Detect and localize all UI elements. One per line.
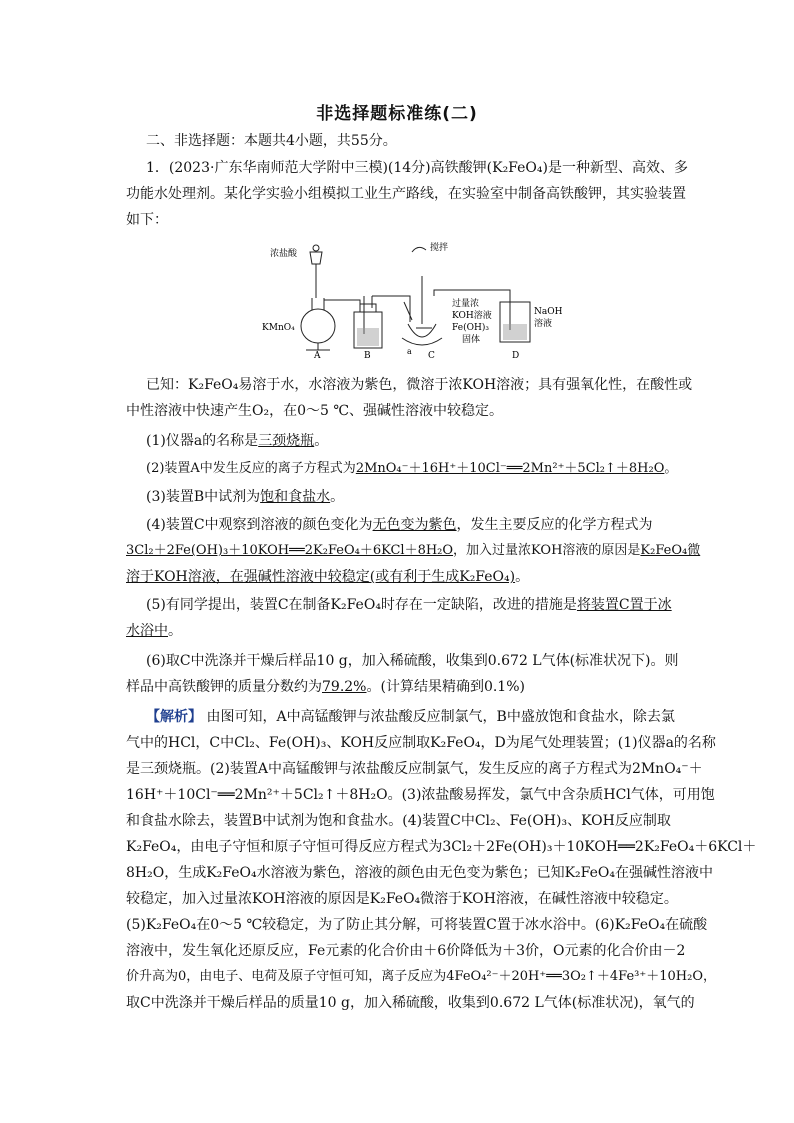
analysis-line9: (5)K₂FeO₄在0～5 ℃较稳定，为了防止其分解，可将装置C置于冰水浴中。(6)K₂FeO₄在硫酸 bbox=[126, 917, 708, 933]
answer-3: 饱和食盐水 bbox=[260, 489, 331, 505]
fig-label-koh: 过量浓 bbox=[452, 299, 480, 309]
analysis-line7: 8H₂O，生成K₂FeO₄水溶液为紫色，溶液的颜色由无色变为紫色；已知K₂FeO₄在强碱性溶液中 bbox=[126, 865, 713, 881]
sub-question-4-line3: 溶于KOH溶液，在强碱性溶液中较稳定(或有利于生成K₂FeO₄)。 bbox=[126, 569, 530, 585]
q1-intro-line1: 1．(2023·广东华南师范大学附中三模)(14分)高铁酸钾(K₂FeO₄)是一种新型、高效、多 bbox=[146, 160, 688, 176]
q1-intro-line3: 如下： bbox=[126, 212, 168, 228]
known-line1: 已知：K₂FeO₄易溶于水，水溶液为紫色，微溶于浓KOH溶液；具有强氧化性，在酸性或 bbox=[146, 377, 693, 393]
answer-1: 三颈烧瓶 bbox=[258, 433, 315, 449]
page-title: 非选择题标准练(二) bbox=[316, 104, 478, 124]
fig-label-small-a: a bbox=[407, 347, 412, 356]
fig-label-c: C bbox=[428, 351, 435, 361]
analysis-label: 【解析】 bbox=[146, 709, 202, 725]
answer-4b: 3Cl₂＋2Fe(OH)₃＋10KOH══2K₂FeO₄＋6KCl＋8H₂O bbox=[126, 543, 454, 558]
q1-intro-line2: 功能水处理剂。某化学实验小组模拟工业生产路线，在实验室中制备高铁酸钾，其实验装置 bbox=[126, 186, 686, 202]
answer-5a: 将装置C置于冰 bbox=[576, 597, 672, 613]
analysis-line2: 气中的HCl，C中Cl₂、Fe(OH)₃、KOH反应制取K₂FeO₄，D为尾气处理装置；(1)仪器a的名称 bbox=[126, 735, 716, 751]
answer-6: 79.2% bbox=[322, 679, 367, 695]
sub-question-4: (4)装置C中观察到溶液的颜色变化为无色变为紫色，发生主要反应的化学方程式为 bbox=[146, 517, 653, 533]
fig-label-solid: 固体 bbox=[462, 335, 481, 345]
fig-label-stir: 搅拌 bbox=[430, 243, 449, 253]
sub-question-1: (1)仪器a的名称是三颈烧瓶。 bbox=[146, 433, 329, 449]
sub-question-3: (3)装置B中试剂为饱和食盐水。 bbox=[146, 489, 345, 505]
analysis-line11: 价升高为0，由电子、电荷及原子守恒可知，离子反应为4FeO₄²⁻＋20H⁺══3O₂↑＋4Fe³⁺＋10H₂O， bbox=[126, 969, 717, 984]
sub-question-5-line2: 水浴中。 bbox=[126, 623, 182, 639]
known-line2: 中性溶液中快速产生O₂，在0～5 ℃、强碱性溶液中较稳定。 bbox=[126, 403, 504, 419]
analysis-line6: K₂FeO₄，由电子守恒和原子守恒可得反应方程式为3Cl₂＋2Fe(OH)₃＋10KOH══2K₂FeO₄＋6KCl＋ bbox=[126, 839, 757, 855]
fig-label-feoh: Fe(OH)₃ bbox=[452, 323, 489, 333]
analysis-line4: 16H⁺＋10Cl⁻══2Mn²⁺＋5Cl₂↑＋8H₂O。(3)浓盐酸易挥发，氯气中含杂质HCl气体，可用饱 bbox=[126, 787, 715, 803]
fig-label-koh2: KOH溶液 bbox=[452, 311, 492, 321]
analysis-line8: 较稳定，加入过量浓KOH溶液的原因是K₂FeO₄微溶于KOH溶液，在碱性溶液中较稳定。 bbox=[126, 891, 678, 907]
fig-label-d: D bbox=[512, 351, 520, 361]
answer-5b: 水浴中 bbox=[126, 623, 168, 639]
analysis-line5: 和食盐水除去，装置B中试剂为饱和食盐水。(4)装置C中Cl₂、Fe(OH)₃、KOH反应制取 bbox=[126, 813, 671, 829]
analysis-line12: 取C中洗涤并干燥后样品的质量10 g，加入稀硫酸，收集到0.672 L气体(标准状况)，氧气的 bbox=[126, 995, 695, 1011]
analysis-line1: 【解析】 由图可知，A中高锰酸钾与浓盐酸反应制氯气，B中盛放饱和食盐水，除去氯 bbox=[146, 709, 675, 725]
fig-label-hcl: 浓盐酸 bbox=[270, 249, 298, 259]
answer-4a: 无色变为紫色 bbox=[372, 517, 457, 533]
sub-question-6-line2: 样品中高铁酸钾的质量分数约为79.2%。(计算结果精确到0.1%) bbox=[126, 679, 525, 695]
section-heading: 二、非选择题：本题共4小题，共55分。 bbox=[146, 133, 397, 149]
analysis-line3: 是三颈烧瓶。(2)装置A中高锰酸钾与浓盐酸反应制氯气，发生反应的离子方程式为2MnO₄⁻＋ bbox=[126, 761, 703, 777]
fig-label-naoh: NaOH bbox=[534, 307, 563, 317]
answer-4c: 溶于KOH溶液，在强碱性溶液中较稳定(或有利于生成K₂FeO₄) bbox=[126, 569, 516, 585]
fig-label-kmno4: KMnO₄ bbox=[262, 323, 295, 333]
analysis-line10: 溶液中，发生氧化还原反应，Fe元素的化合价由＋6价降低为＋3价，O元素的化合价由－2 bbox=[126, 943, 686, 959]
apparatus-figure bbox=[262, 238, 563, 363]
sub-question-6: (6)取C中洗涤并干燥后样品10 g，加入稀硫酸，收集到0.672 L气体(标准状况下)。则 bbox=[146, 653, 679, 669]
sub-question-5: (5)有同学提出，装置C在制备K₂FeO₄时存在一定缺陷，改进的措施是将装置C置于冰 bbox=[146, 597, 672, 613]
fig-label-b: B bbox=[364, 351, 371, 361]
fig-label-a: A bbox=[314, 351, 321, 361]
sub-question-4-line2: 3Cl₂＋2Fe(OH)₃＋10KOH══2K₂FeO₄＋6KCl＋8H₂O，加入过量浓KOH溶液的原因是K₂FeO₄微 bbox=[126, 543, 701, 558]
fig-label-naoh2: 溶液 bbox=[534, 319, 553, 329]
answer-2: 2MnO₄⁻＋16H⁺＋10Cl⁻══2Mn²⁺＋5Cl₂↑＋8H₂O bbox=[355, 461, 665, 476]
sub-question-2: (2)装置A中发生反应的离子方程式为2MnO₄⁻＋16H⁺＋10Cl⁻══2Mn²⁺＋5Cl₂↑＋8H₂O。 bbox=[146, 461, 678, 476]
